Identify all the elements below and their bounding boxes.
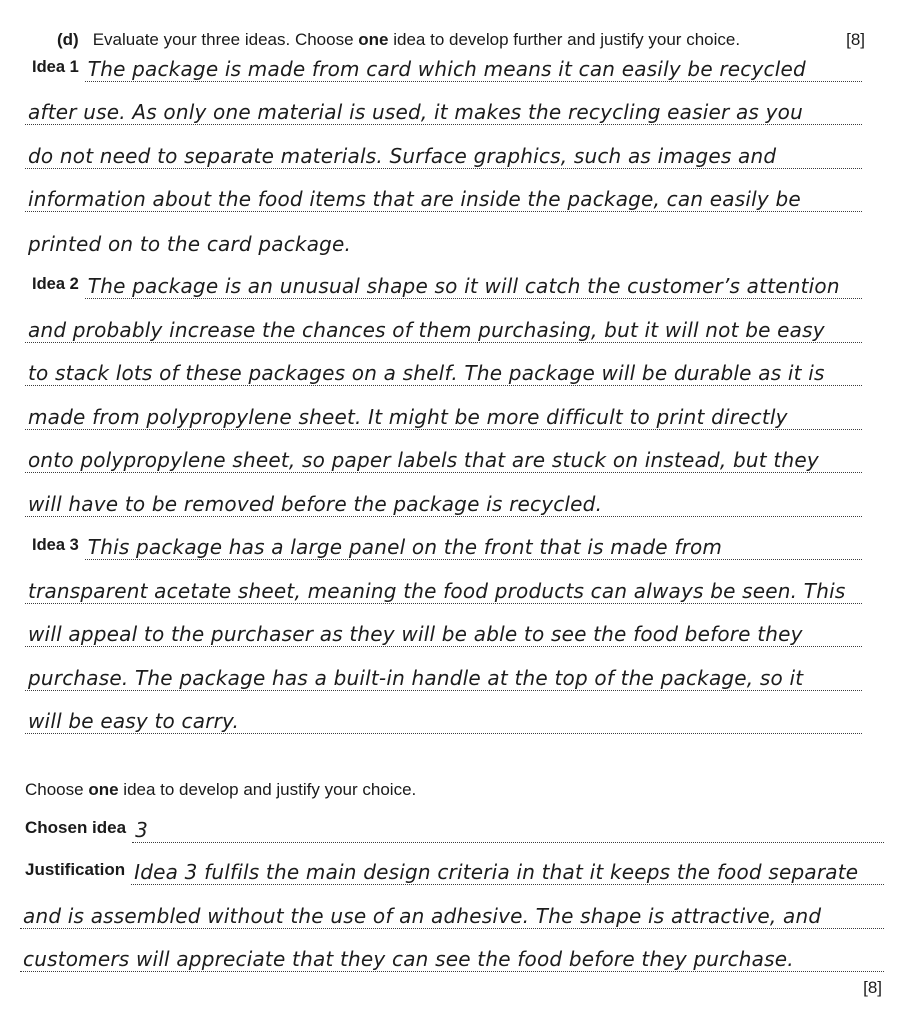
answer-row [20,885,884,929]
answers-section [25,38,862,734]
answer-line-no-rule [25,231,862,256]
handwritten-text: made from polypropylene sheet. It might be more difficult to print directly [28,404,788,429]
answer-row [25,430,862,474]
answer-row [25,386,862,430]
answer-row [25,125,862,169]
answer-row [25,169,862,213]
dotted-answer-line [132,817,884,843]
justification-label: Justification [25,860,126,879]
dotted-answer-line [25,578,862,604]
answer-row [25,604,862,648]
handwritten-chosen-value: 3 [135,818,149,842]
dotted-answer-line [25,621,862,647]
answer-row [25,560,862,604]
dotted-answer-line [85,56,862,82]
chosen-idea-row [20,806,884,843]
answer-row [20,929,884,973]
handwritten-text: will appeal to the purchaser as they will be able to see the food before they [28,622,803,646]
idea-1-label: Idea 1 [32,57,79,76]
handwritten-text: This package has a large panel on the front that is made from [87,535,723,559]
chosen-idea-label: Chosen idea [25,818,127,837]
answer-row [25,473,862,517]
answer-row [25,212,862,256]
handwritten-text: information about the food items that are inside the package, can easily be [28,187,801,211]
handwritten-text: to stack lots of these packages on a shelf. The package will be durable as it is [28,361,825,385]
dotted-answer-line [25,186,862,212]
handwritten-text: The package is made from card which means it can easily be recycled [87,56,806,81]
handwritten-text: will be easy to carry. [28,709,240,733]
answer-row [25,299,862,343]
dotted-answer-line [20,903,884,929]
answer-row [25,343,862,387]
handwritten-text: transparent acetate sheet, meaning the food products can always be seen. This [28,578,846,603]
choose-text-bold: one [88,780,119,799]
idea-3-answer [25,517,862,735]
handwritten-text: Idea 3 fulfils the main design criteria in that it keeps the food separate [134,860,859,884]
handwritten-text: onto polypropylene sheet, so paper labels that are stuck on instead, but they [28,448,819,472]
answer-row [25,647,862,691]
handwritten-text: printed on to the card package. [28,231,352,256]
dotted-answer-line [25,447,862,473]
dotted-answer-line [25,360,862,386]
handwritten-text: purchase. The package has a built-in handle at the top of the package, so it [28,665,804,690]
marks-badge-top: [8] [846,30,865,49]
answer-row [25,82,862,126]
dotted-answer-line [25,665,862,691]
choose-text-part: Choose [25,780,89,799]
answer-row [25,517,862,561]
idea-2-label: Idea 2 [32,275,79,293]
dotted-answer-line [25,317,862,343]
dotted-answer-line [25,99,862,125]
question-text-bold: one [358,30,389,49]
dotted-answer-line [25,404,862,430]
choose-text-part: idea to develop and justify your choice. [118,780,417,799]
handwritten-text: do not need to separate materials. Surface graphics, such as images and [28,143,777,168]
question-letter: (d) [57,30,79,49]
handwritten-text: will have to be removed before the package is recycled. [28,491,603,516]
handwritten-text: The package is an unusual shape so it will catch the customer’s attention [87,274,840,298]
choice-section [20,780,884,998]
marks-badge-bottom: [8] [863,978,882,997]
answer-row [25,256,862,300]
idea-3-label: Idea 3 [32,536,79,554]
handwritten-text: and is assembled without the use of an adhesive. The shape is attractive, and [23,903,822,928]
handwritten-text: and probably increase the chances of them purchasing, but it will not be easy [28,317,825,342]
idea-1-answer [25,38,862,256]
question-text-part: idea to develop further and justify your choice. [388,30,741,49]
justification-row [20,843,884,885]
dotted-answer-line [20,946,884,972]
answer-row [25,691,862,735]
choose-instruction [20,780,884,800]
dotted-answer-line [25,143,862,169]
dotted-answer-line [85,534,862,560]
idea-2-answer [25,256,862,517]
dotted-answer-line [85,273,862,299]
dotted-answer-line [25,708,862,734]
handwritten-text: after use. As only one material is used, it makes the recycling easier as you [28,100,803,124]
question-text [93,30,740,50]
handwritten-text: customers will appreciate that they can see the food before they purchase. [23,947,794,971]
question-text-part: Evaluate your three ideas. Choose [92,30,359,49]
dotted-answer-line [131,859,884,885]
dotted-answer-line [25,491,862,517]
